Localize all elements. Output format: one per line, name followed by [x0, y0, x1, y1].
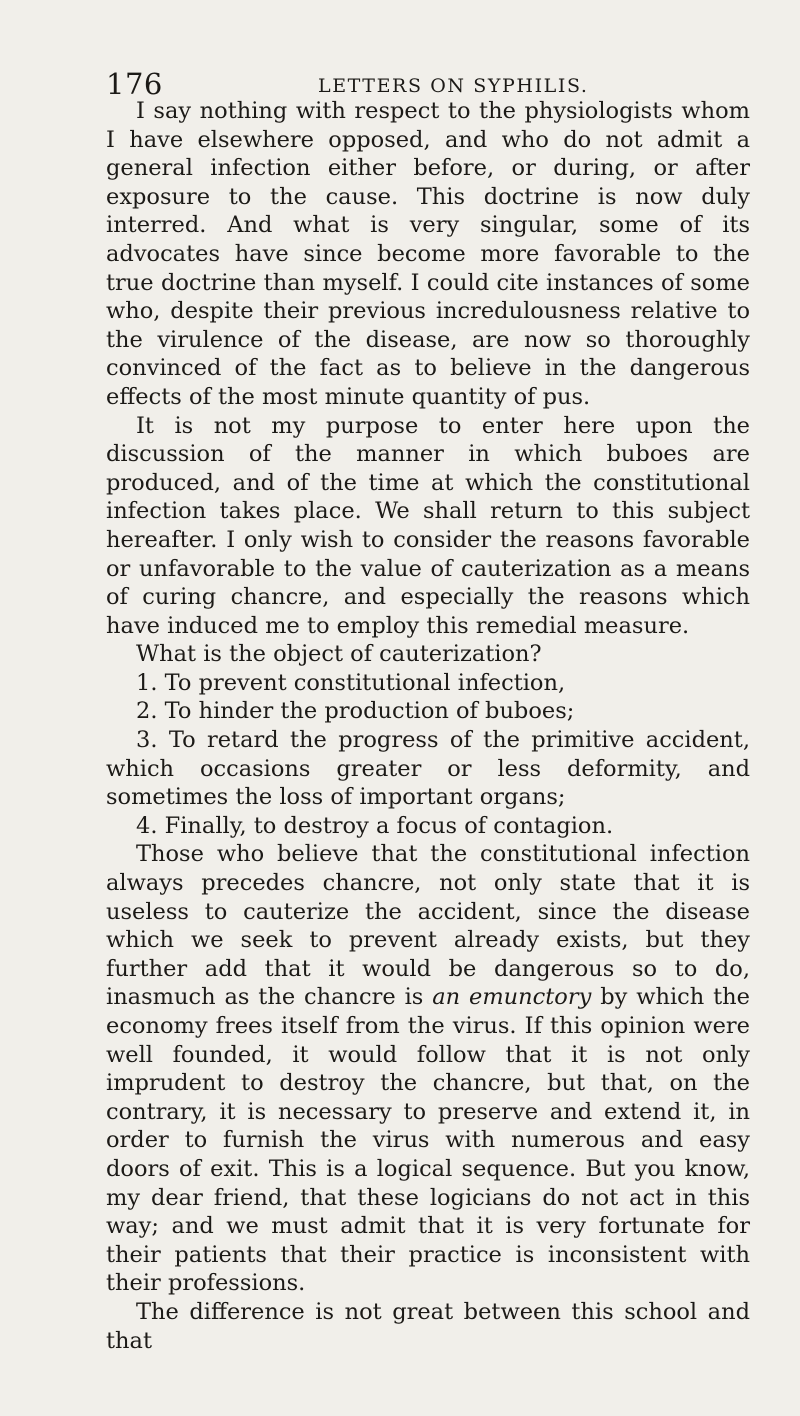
paragraph-text-after: by which the economy frees itself from the virus. If this opinion were well founded, it would follow that it is not only imprudent to destroy the chancre, but that, on the contrary, it is necessary to preserve and extend it, in order to furnish the virus with numerous and easy doors of exit. This is a logical sequence. But you know, my dear friend, that these logicians do not act in this way; and we must admit that it is very fortunate for their patients that their practice is inconsistent with their professions. — [106, 984, 750, 1297]
paragraph-difference: The difference is not great between this school and that — [106, 1298, 750, 1354]
running-title: LETTERS ON SYPHILIS. — [318, 75, 589, 97]
paragraph-text-before: Those who believe that the constitutional infection always precedes chancre, not only state that it is useless to cauterize the accident, since the disease which we seek to prevent already exists, but they further add that it would be dangerous so to do, inasmuch as the chancre is — [106, 841, 750, 1011]
paragraph-question: What is the object of cauterization? — [136, 641, 542, 668]
paragraph-purpose: It is not my purpose to enter here upon the discussion of the manner in which buboes are produced, and of the time at which the constitutional infection takes place. We shall return to this subject hereafter. I only wish to consider the reasons favorable or unfavorable to the value of cauterization as a means of curing chancre, and especially the reasons which have induced me to employ this remedial measure. — [106, 412, 750, 639]
emphasis-term: an emunctory — [432, 984, 592, 1011]
list-item-3: 3. To retard the progress of the primitive accident, which occasions greater or less deformity, and sometimes the loss of important organs; — [106, 727, 750, 811]
list-item-4: 4. Finally, to destroy a focus of contagion. — [136, 812, 614, 839]
paragraph-physiologists: I say nothing with respect to the physiologists whom I have elsewhere opposed, and who do not admit a general infection either before, or during, or after exposure to the cause. This doctrine is now duly interred. And what is very singular, some of its advocates have since become more favorable to the true doctrine than myself. I could cite instances of some who, despite their previous incredulousness relative to the virulence of the disease, are now so thoroughly convinced of the fact as to believe in the dangerous effects of the most minute quantity of pus. — [106, 98, 750, 410]
list-item-2: 2. To hinder the production of buboes; — [136, 698, 575, 725]
page-number: 176 — [106, 67, 163, 101]
list-item-1: 1. To prevent constitutional infection, — [136, 669, 566, 696]
body-text — [106, 97, 750, 1355]
paragraph-those-who-believe — [106, 840, 750, 1298]
